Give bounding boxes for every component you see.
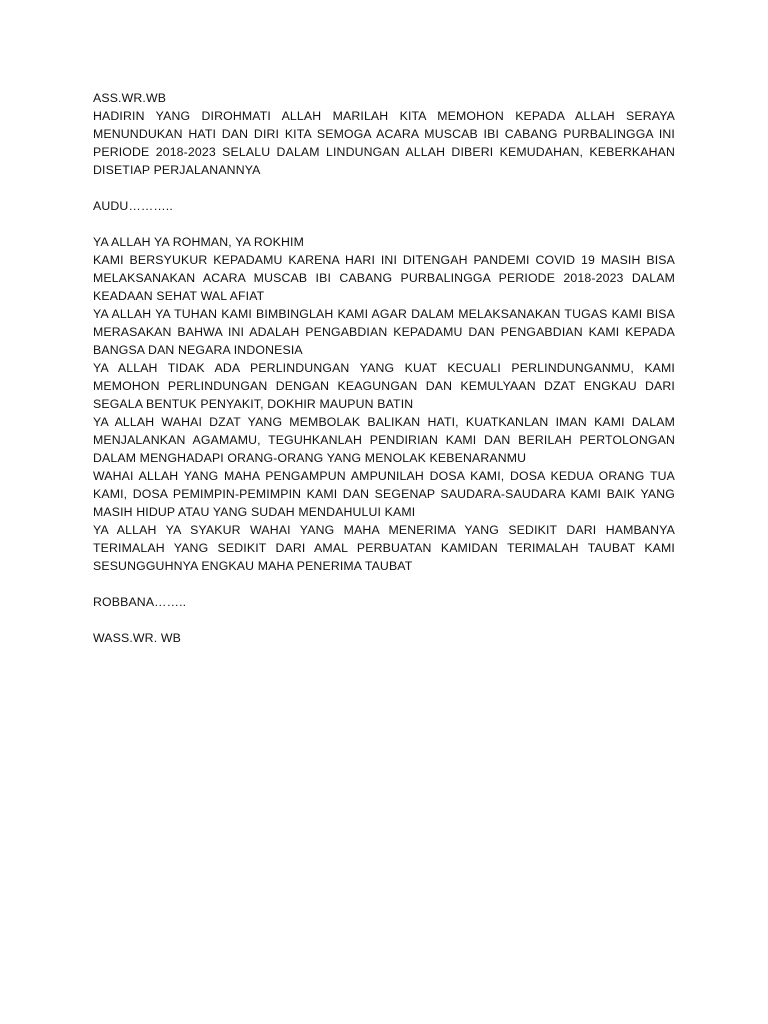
closing-salutation: WASS.WR. WB xyxy=(93,631,181,645)
prayer-paragraph: KAMI BERSYUKUR KEPADAMU KARENA HARI INI DITENGAH PANDEMI COVID 19 MASIH BISA MELAKSANAKAN ACARA MUSCAB IBI CABANG PURBALINGGA PERIODE 2018-2023 DALAM KEADAAN SEHAT WAL AFIAT xyxy=(93,253,675,303)
audu-line: AUDU……….. xyxy=(93,199,173,213)
spacer xyxy=(93,575,675,593)
prayer-paragraph: YA ALLAH YA TUHAN KAMI BIMBINGLAH KAMI AGAR DALAM MELAKSANAKAN TUGAS KAMI BISA MERASAKAN BAHWA INI ADALAH PENGABDIAN KEPADAMU DAN PENGABDIAN KAMI KEPADA BANGSA DAN NEGARA INDONESIA xyxy=(93,307,675,357)
spacer xyxy=(93,611,675,629)
prayer-paragraph: YA ALLAH TIDAK ADA PERLINDUNGAN YANG KUAT KECUALI PERLINDUNGANMU, KAMI MEMOHON PERLINDUNGAN DENGAN KEAGUNGAN DAN KEMULYAAN DZAT ENGKAU DARI SEGALA BENTUK PENYAKIT, DOKHIR MAUPUN BATIN xyxy=(93,361,675,411)
robbana-line: ROBBANA…….. xyxy=(93,595,187,609)
invocation-line: YA ALLAH YA ROHMAN, YA ROKHIM xyxy=(93,235,304,249)
spacer xyxy=(93,179,675,197)
prayer-paragraph: WAHAI ALLAH YANG MAHA PENGAMPUN AMPUNILAH DOSA KAMI, DOSA KEDUA ORANG TUA KAMI, DOSA PEMIMPIN-PEMIMPIN KAMI DAN SEGENAP SAUDARA-SAUDARA KAMI BAIK YANG MASIH HIDUP ATAU YANG SUDAH MENDAHULUI KAMI xyxy=(93,469,675,519)
prayer-paragraph: YA ALLAH YA SYAKUR WAHAI YANG MAHA MENERIMA YANG SEDIKIT DARI HAMBANYA TERIMALAH YANG SEDIKIT DARI AMAL PERBUATAN KAMIDAN TERIMALAH TAUBAT KAMI SESUNGGUHNYA ENGKAU MAHA PENERIMA TAUBAT xyxy=(93,523,675,573)
salutation: ASS.WR.WB xyxy=(93,91,167,105)
document-body xyxy=(93,89,675,647)
opening-paragraph: HADIRIN YANG DIROHMATI ALLAH MARILAH KITA MEMOHON KEPADA ALLAH SERAYA MENUNDUKAN HATI DAN DIRI KITA SEMOGA ACARA MUSCAB IBI CABANG PURBALINGGA INI PERIODE 2018-2023 SELALU DALAM LINDUNGAN ALLAH DIBERI KEMUDAHAN, KEBERKAHAN DISETIAP PERJALANANNYA xyxy=(93,109,675,177)
spacer xyxy=(93,215,675,233)
prayer-paragraph: YA ALLAH WAHAI DZAT YANG MEMBOLAK BALIKAN HATI, KUATKANLAN IMAN KAMI DALAM MENJALANKAN AGAMAMU, TEGUHKANLAH PENDIRIAN KAMI DAN BERILAH PERTOLONGAN DALAM MENGHADAPI ORANG-ORANG YANG MENOLAK KEBENARANMU xyxy=(93,415,675,465)
